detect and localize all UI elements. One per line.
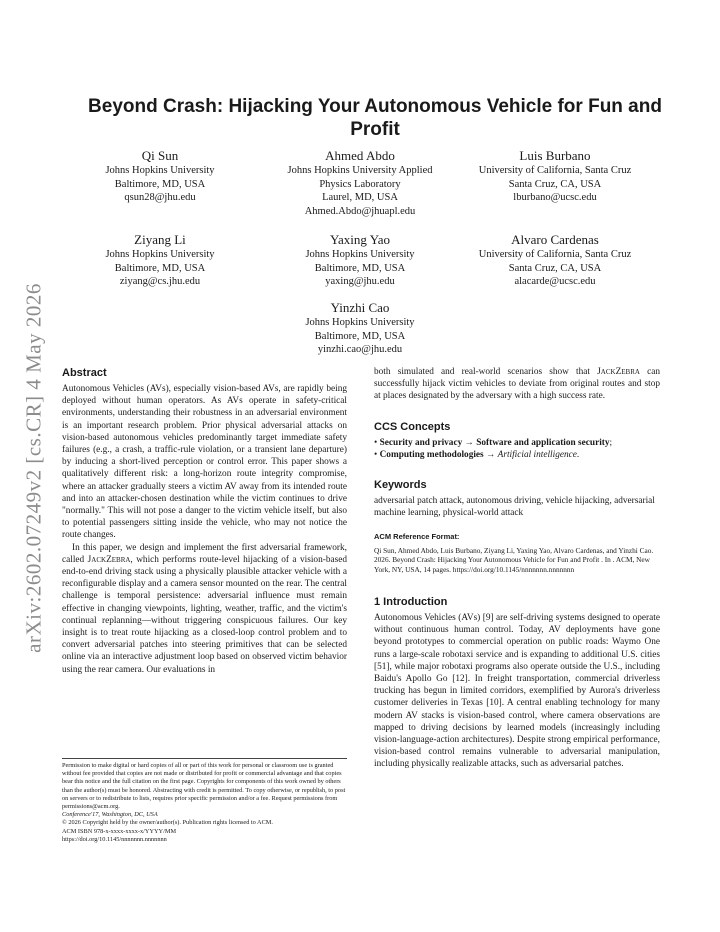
ccs-heading: CCS Concepts xyxy=(374,420,451,433)
permission-text: Permission to make digital or hard copies of all or part of this work for personal or classroom use is granted without fee provided that copies are not made or distributed for profit or commercial advantage and that copies bear this notice and the full citation on the first page. Copyrights for components of this work owned by others than the author(s) must be honored. Abstracting with credit is permitted. To copy otherwise, or republish, to post on servers or to redistribute to lists, requires prior specific permission and/or a fee. Request permissions from permissions@acm.org. xyxy=(62,762,346,811)
author-name: Ahmed Abdo xyxy=(325,148,395,163)
author-name: Luis Burbano xyxy=(519,148,591,163)
abstract-heading: Abstract xyxy=(62,367,107,379)
author-location: Baltimore, MD, USA xyxy=(314,330,406,342)
copyright-text: © 2026 Copyright held by the owner/author(s). Publication rights licensed to ACM. xyxy=(62,819,273,827)
conference-name: Conference'17, Washington, DC, USA xyxy=(62,811,158,819)
permission-footnote xyxy=(62,758,347,844)
ccs-arrow: → xyxy=(483,449,498,460)
ccs-punct: ; xyxy=(609,437,613,448)
abstract-continuation xyxy=(374,366,660,403)
reference-format-text: Qi Sun, Ahmed Abdo, Luis Burbano, Ziyang Li, Yaxing Yao, Alvaro Cardenas, and Yinzhi Cao. 2026. Beyond Crash: Hijacking Your Autonomous Vehicle for Fun and Profit . In . ACM, New York, NY, USA, 14 pages. https://doi.org/10.1145/nnnnnnn.nnnnnnn xyxy=(374,545,654,575)
author-affiliation: Johns Hopkins University xyxy=(105,165,215,176)
author-block xyxy=(460,147,650,205)
abstract-text: , which performs route-level hijacking of a vision-based end-to-end driving stack using a physically plausible attacker vehicle with a reconfigurable display and a camera sensor mounted on the rear. The central challenge is temporal persistence: adversarial influence must remain effective in changing viewpoints, lighting, weather, traffic, and the victim's continual replanning—without triggering conspicuous failures. Our key insight is to treat route hijacking as a closed-loop control problem and to convert adversarial patches into steering primitives that can be selected online via an interactive adjustment loop based on observed victim behavior using the rear camera. Our evaluations in xyxy=(62,554,347,675)
author-affiliation: Johns Hopkins University xyxy=(105,249,215,260)
author-name: Yinzhi Cao xyxy=(330,300,390,315)
ccs-punct: . xyxy=(576,449,580,460)
paper-title: Beyond Crash: Hijacking Your Autonomous Vehicle for Fun and Profit xyxy=(88,96,662,140)
abstract-text: In this paper, we design and implement the first adversarial framework, called xyxy=(62,542,347,565)
author-name: Qi Sun xyxy=(141,148,179,163)
author-email: yaxing@jhu.edu xyxy=(325,276,395,288)
author-block xyxy=(270,147,450,218)
reference-format-heading: ACM Reference Format: xyxy=(374,532,460,542)
abstract-paragraph-1: Autonomous Vehicles (AVs), especially vision-based AVs, are rapidly being deployed without human operators. As AVs operate in safety-critical environments, understanding their robustness in an adversarial environment is an important research problem. Prior physical adversarial attacks on vision-based autonomous vehicles predominantly target immediate safety failures (e.g., a crash, a traffic-rule violation, or a transient lane departure) by inducing a short-lived perception or control error. This paper shows a qualitatively different risk: a long-horizon route integrity compromise, where an attacker gradually steers a victim AV away from its intended route and into an attacker-chosen destination while the victim continues to drive "normally." This will not pose a danger to the victim vehicle itself, but also to potential passengers sitting inside the vehicle, who may not notice the route changes. xyxy=(62,384,347,541)
author-affiliation: University of California, Santa Cruz xyxy=(478,249,632,260)
ccs-concept: Artificial intelligence xyxy=(497,449,577,460)
author-email: alacarde@ucsc.edu xyxy=(514,276,596,288)
author-email: yinzhi.cao@jhu.edu xyxy=(317,344,403,356)
system-name: JackZebra xyxy=(597,367,640,377)
author-location: Baltimore, MD, USA xyxy=(114,262,206,274)
system-name: JackZebra xyxy=(87,554,131,565)
ccs-concept: Software and application security xyxy=(476,437,610,448)
author-name: Yaxing Yao xyxy=(329,232,391,247)
ccs-item xyxy=(374,449,660,461)
abstract-text: can successfully hijack victim vehicles to deviate from original routes and stop at places designated by the adversary with a high success rate. xyxy=(374,367,660,402)
author-location: Santa Cruz, CA, USA xyxy=(508,178,602,190)
author-affiliation: Johns Hopkins University Applied xyxy=(287,165,433,176)
author-block xyxy=(270,231,450,289)
author-block xyxy=(460,231,650,289)
author-email: lburbano@ucsc.edu xyxy=(513,192,597,204)
author-name: Ziyang Li xyxy=(134,232,186,247)
abstract-text: both simulated and real-world scenarios show that xyxy=(374,367,598,377)
author-location: Baltimore, MD, USA xyxy=(114,178,206,190)
author-name: Alvaro Cardenas xyxy=(511,232,599,247)
ccs-arrow: → xyxy=(462,437,477,448)
author-affiliation: Johns Hopkins University xyxy=(305,317,415,328)
author-block xyxy=(270,299,450,357)
right-column xyxy=(374,366,660,771)
author-affiliation: Johns Hopkins University xyxy=(305,249,415,260)
keywords-heading: Keywords xyxy=(374,479,427,492)
author-affiliation-2: Physics Laboratory xyxy=(319,178,401,190)
author-block xyxy=(85,147,235,205)
arxiv-identifier-text: arXiv:2602.07249v2 [cs.CR] 4 May 2026 xyxy=(21,283,46,653)
ccs-item xyxy=(374,437,660,449)
author-location: Baltimore, MD, USA xyxy=(314,262,406,274)
author-email: Ahmed.Abdo@jhuapl.edu xyxy=(304,205,416,217)
author-location: Laurel, MD, USA xyxy=(322,192,398,204)
ccs-category: Computing methodologies xyxy=(379,449,484,460)
author-affiliation: University of California, Santa Cruz xyxy=(478,165,632,176)
author-email: ziyang@cs.jhu.edu xyxy=(119,276,201,288)
left-column xyxy=(62,366,347,676)
ccs-list xyxy=(374,437,660,461)
ccs-category: Security and privacy xyxy=(379,437,463,448)
arxiv-identifier xyxy=(21,262,46,674)
isbn-text: ACM ISBN 978-x-xxxx-xxxx-x/YYYY/MM xyxy=(62,827,177,835)
keywords-text: adversarial patch attack, autonomous driving, vehicle hijacking, adversarial machine learning, physical-world attack xyxy=(374,496,655,519)
author-location: Santa Cruz, CA, USA xyxy=(508,262,602,274)
abstract-paragraph-2 xyxy=(62,542,347,676)
doi-link[interactable]: https://doi.org/10.1145/nnnnnnn.nnnnnnn xyxy=(62,835,167,843)
author-block xyxy=(85,231,235,289)
author-email: qsun28@jhu.edu xyxy=(124,192,196,204)
introduction-text: Autonomous Vehicles (AVs) [9] are self-driving systems designed to operate without continuous human control. Today, AV deployments have gone beyond prototypes to commercial operation on public roads: Waymo One runs a large-scale robotaxi service and is expanding to additional U.S. cities [51], while major robotaxi programs also operate outside the U.S., including Baidu's Apollo Go [12]. In freight transportation, commercial driverless trucking has begun in limited corridors, exemplified by Aurora's driverless customer deliveries in Texas [10]. A central enabling technology for many modern AV stacks is vision-based control, where camera observations are mapped to driving decisions by learned models (increasingly including vision-language-action architectures). Despite strong empirical performance, vision-based control remains vulnerable to adversarial manipulation, including physically realizable attacks, such as adversarial patches. xyxy=(374,613,660,770)
introduction-heading: 1 Introduction xyxy=(374,596,448,609)
